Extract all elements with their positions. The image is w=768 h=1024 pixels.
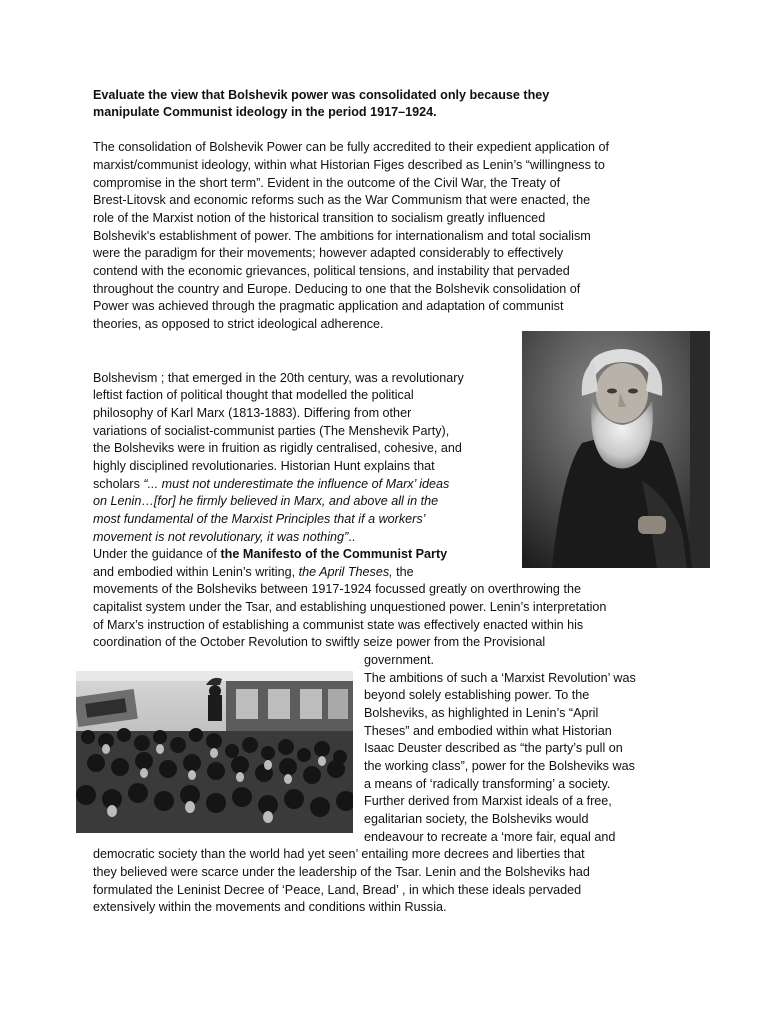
para1-line: marxist/communist ideology, within what Historian Figes described as Lenin’s “willingness to [93, 158, 605, 172]
quote-text: movement is not revolutionary, it was nothing” [93, 530, 349, 544]
para3-line: of Marx’s instruction of establishing a communist state was effectively enacted within his [93, 618, 584, 632]
para1-line: Bolshevik's establishment of power. The ambitions for internationalism and total socialism [93, 229, 591, 243]
para2-line: variations of socialist-communist parties (The Menshevik Party), [93, 424, 450, 438]
quote-tail: .. [348, 530, 356, 544]
karl-marx-portrait-photo [522, 331, 710, 568]
para1-line: role of the Marxist notion of the historical transition to socialism greatly influenced [93, 211, 546, 225]
april-theses-title: the April Theses, [298, 565, 393, 579]
para3-text: and embodied within Lenin’s writing, [93, 565, 299, 579]
para2-line: Bolshevism ; that emerged in the 20th century, was a revolutionary [93, 371, 464, 385]
para3-text: Under the guidance of [93, 547, 221, 561]
para3-line-2 [93, 564, 414, 582]
para3-line: movements of the Bolsheviks between 1917-1924 focussed greatly on overthrowing the [93, 582, 581, 596]
para1-line: were the paradigm for their movements; however adapted considerably to effectively [93, 246, 564, 260]
para3-line-indent: government. [364, 653, 435, 667]
para2-line: leftist faction of political thought that modelled the political [93, 388, 414, 402]
para1-line: contend with the economic grievances, political tensions, and instability that pervaded [93, 264, 570, 278]
para4-line: Further derived from Marxist ideals of a free, [364, 794, 612, 808]
quote-line-2: on Lenin…[for] he firmly believed in Marx, and above all in the [93, 494, 439, 508]
para4-line: Isaac Deuster described as “the party’s pull on [364, 741, 623, 755]
essay-title-line-1: Evaluate the view that Bolshevik power was consolidated only because they [93, 88, 550, 102]
para1-line: Power was achieved through the pragmatic application and adaptation of communist [93, 299, 564, 313]
para1-line: throughout the country and Europe. Deducing to one that the Bolshevik consolidation of [93, 282, 581, 296]
para1-line: theories, as opposed to strict ideological adherence. [93, 317, 384, 331]
revolution-crowd-photo [76, 671, 353, 833]
para2-line: highly disciplined revolutionaries. Historian Hunt explains that [93, 459, 435, 473]
para4-line: democratic society than the world had yet seen’ entailing more decrees and liberties that [93, 847, 585, 861]
para4-line: endeavour to recreate a ‘more fair, equal and [364, 830, 616, 844]
para3-text: the [392, 565, 414, 579]
quote-line-1 [93, 476, 449, 494]
para4-line: egalitarian society, the Bolsheviks would [364, 812, 589, 826]
para1-line: The consolidation of Bolshevik Power can be fully accredited to their expedient application of [93, 140, 609, 154]
quote-lead: scholars [93, 477, 144, 491]
manifesto-title: the Manifesto of the Communist Party [220, 547, 448, 561]
para4-line: extensively within the movements and conditions within Russia. [93, 900, 447, 914]
para4-line: formulated the Leninist Decree of ‘Peace, Land, Bread’ , in which these ideals pervaded [93, 883, 582, 897]
para1-line: compromise in the short term”. Evident in the outcome of the Civil War, the Treaty of [93, 176, 561, 190]
para4-line: Bolsheviks, as highlighted in Lenin’s “April [364, 706, 599, 720]
para4-line: the working class”, power for the Bolsheviks was [364, 759, 635, 773]
para4-line: Theses” and embodied within what Historian [364, 724, 612, 738]
quote-text: “... must not underestimate the influence of Marx’ ideas [143, 477, 450, 491]
quote-line-4 [93, 529, 355, 547]
para3-line: capitalist system under the Tsar, and establishing unquestioned power. Lenin’s interpretation [93, 600, 607, 614]
para4-line: The ambitions of such a ‘Marxist Revolution’ was [364, 671, 636, 685]
quote-line-3: most fundamental of the Marxist Principles that if a workers’ [93, 512, 426, 526]
para2-line: the Bolsheviks were in fruition as rigidly centralised, cohesive, and [93, 441, 462, 455]
para4-line: beyond solely establishing power. To the [364, 688, 590, 702]
para3-line-1 [93, 546, 447, 564]
para3-line: coordination of the October Revolution to swiftly seize power from the Provisional [93, 635, 546, 649]
para4-line: a means of ‘radically transforming’ a society. [364, 777, 611, 791]
para4-line: they believed were scarce under the leadership of the Tsar. Lenin and the Bolsheviks had [93, 865, 590, 879]
para1-line: Brest-Litovsk and economic reforms such as the War Communism that were enacted, the [93, 193, 591, 207]
para2-line: philosophy of Karl Marx (1813-1883). Differing from other [93, 406, 412, 420]
essay-title-line-2: manipulate Communist ideology in the period 1917–1924. [93, 105, 437, 119]
